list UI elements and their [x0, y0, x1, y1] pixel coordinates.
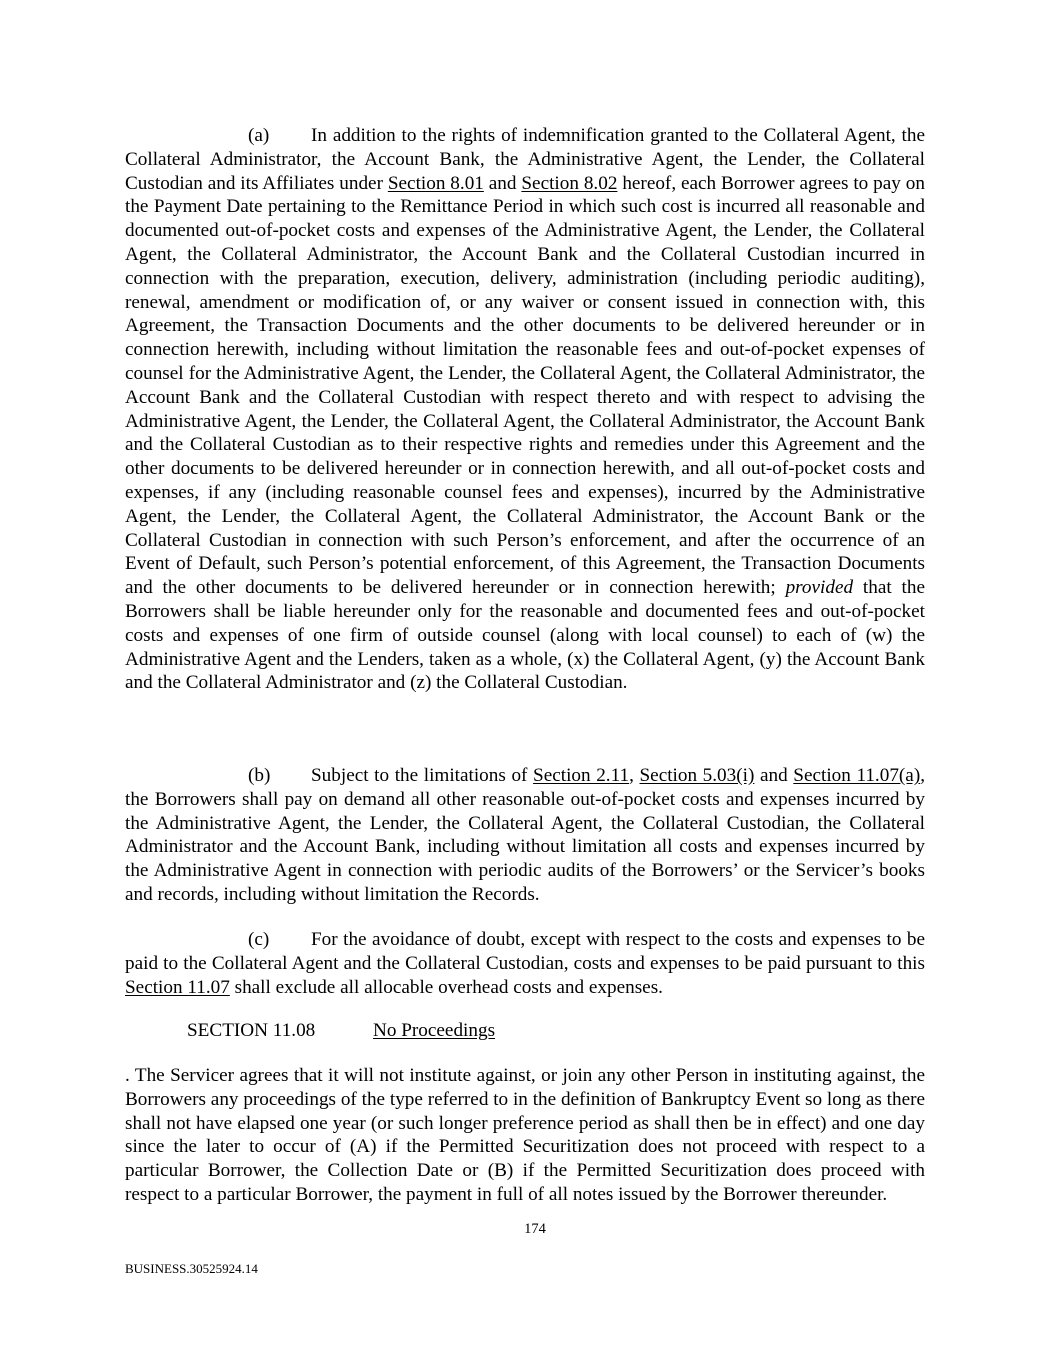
section-title: No Proceedings	[373, 1020, 496, 1041]
paragraph-label: (c)	[248, 929, 270, 950]
document-id-footer: BUSINESS.30525924.14	[125, 1261, 258, 1276]
section-reference-link[interactable]: Section 2.11	[533, 765, 630, 786]
paragraph-no-proceedings: . The Servicer agrees that it will not institute against, or join any other Person in instituting against, the Borrowers any proceedings of the type referred to in the definition of Bankruptcy Event so long as there shall not have elapsed one year (or such longer preference period as shall then be in effect) and one day since the later to occur of (A) if the Permitted Securitization does not proceed with respect to a particular Borrower, the Collection Date or (B) if the Permitted Securitization does proceed with respect to a particular Borrower, the payment in full of all notes issued by the Borrower thereunder.	[125, 1065, 925, 1205]
section-number: SECTION 11.08	[187, 1020, 316, 1041]
paragraph-label: (b)	[248, 765, 271, 786]
section-reference-link[interactable]: Section 8.02	[521, 172, 618, 194]
page-number: 174	[524, 1221, 546, 1237]
section-reference-link[interactable]: Section 8.01	[387, 172, 484, 194]
section-heading	[187, 1019, 495, 1043]
section-reference-link[interactable]: Section 11.07	[125, 976, 230, 998]
paragraph-label: (a)	[248, 125, 270, 146]
paragraph-a: (a) In addition to the rights of indemnification granted to the Collateral Agent, the Collateral Administrator, the Account Bank, the Administrative Agent, the Lender, the Collateral Custodian and its Affiliates under Section 8.01 and Section 8.02 hereof, each Borrower agrees to pay on the Payment Date pertaining to the Remittance Period in which such cost is incurred all reasonable and documented out-of-pocket costs and expenses of the Administrative Agent, the Lender, the Collateral Agent, the Collateral Administrator, the Account Bank and the Collateral Custodian incurred in connection with the preparation, execution, delivery, administration (including periodic auditing), renewal, amendment or modification of, or any waiver or consent issued in connection with, this Agreement, the Transaction Documents and the other documents to be delivered hereunder or in connection herewith, including without limitation the reasonable fees and out-of-pocket expenses of counsel for the Administrative Agent, the Lender, the Collateral Agent, the Collateral Administrator, the Account Bank and the Collateral Custodian with respect thereto and with respect to advising the Administrative Agent, the Lender, the Collateral Agent, the Collateral Administrator, the Account Bank and the Collateral Custodian as to their respective rights and remedies under this Agreement and the other documents to be delivered hereunder or in connection herewith, and all out-of-pocket costs and expenses, if any (including reasonable counsel fees and expenses), incurred by the Administrative Agent, the Lender, the Collateral Agent, the Collateral Administrator, the Account Bank or the Collateral Custodian in connection with such Person’s enforcement, and after the occurrence of an Event of Default, such Person’s potential enforcement, of this Agreement, the Transaction Documents and the other documents to be delivered hereunder or in connection herewith; provided that the Borrowers shall be liable hereunder only for the reasonable and documented fees and out-of-pocket costs and expenses of one firm of outside counsel (along with local counsel) to each of (w) the Administrative Agent and the Lenders, taken as a whole, (x) the Collateral Agent, (y) the Account Bank and the Collateral Administrator and (z) the Collateral Custodian.	[125, 125, 925, 694]
emphasis-provided: provided	[785, 577, 854, 599]
paragraph-b: (b) Subject to the limitations of Section 2.11, Section 5.03(i) and Section 11.07(a), the Borrowers shall pay on demand all other reasonable out-of-pocket costs and expenses incurred by the Administrative Agent, the Lender, the Collateral Agent, the Collateral Custodian, the Collateral Administrator and the Account Bank, including without limitation all costs and expenses incurred by the Administrative Agent in connection with periodic audits of the Borrowers’ or the Servicer’s books and records, including without limitation the Records.	[125, 765, 926, 905]
section-reference-link[interactable]: Section 5.03(i)	[639, 765, 755, 786]
paragraph-c: (c) For the avoidance of doubt, except with respect to the costs and expenses to be paid to the Collateral Agent and the Collateral Custodian, costs and expenses to be paid pursuant to this Section 11.07 shall exclude all allocable overhead costs and expenses.	[125, 929, 925, 998]
section-reference-link[interactable]: Section 11.07(a)	[793, 765, 921, 786]
